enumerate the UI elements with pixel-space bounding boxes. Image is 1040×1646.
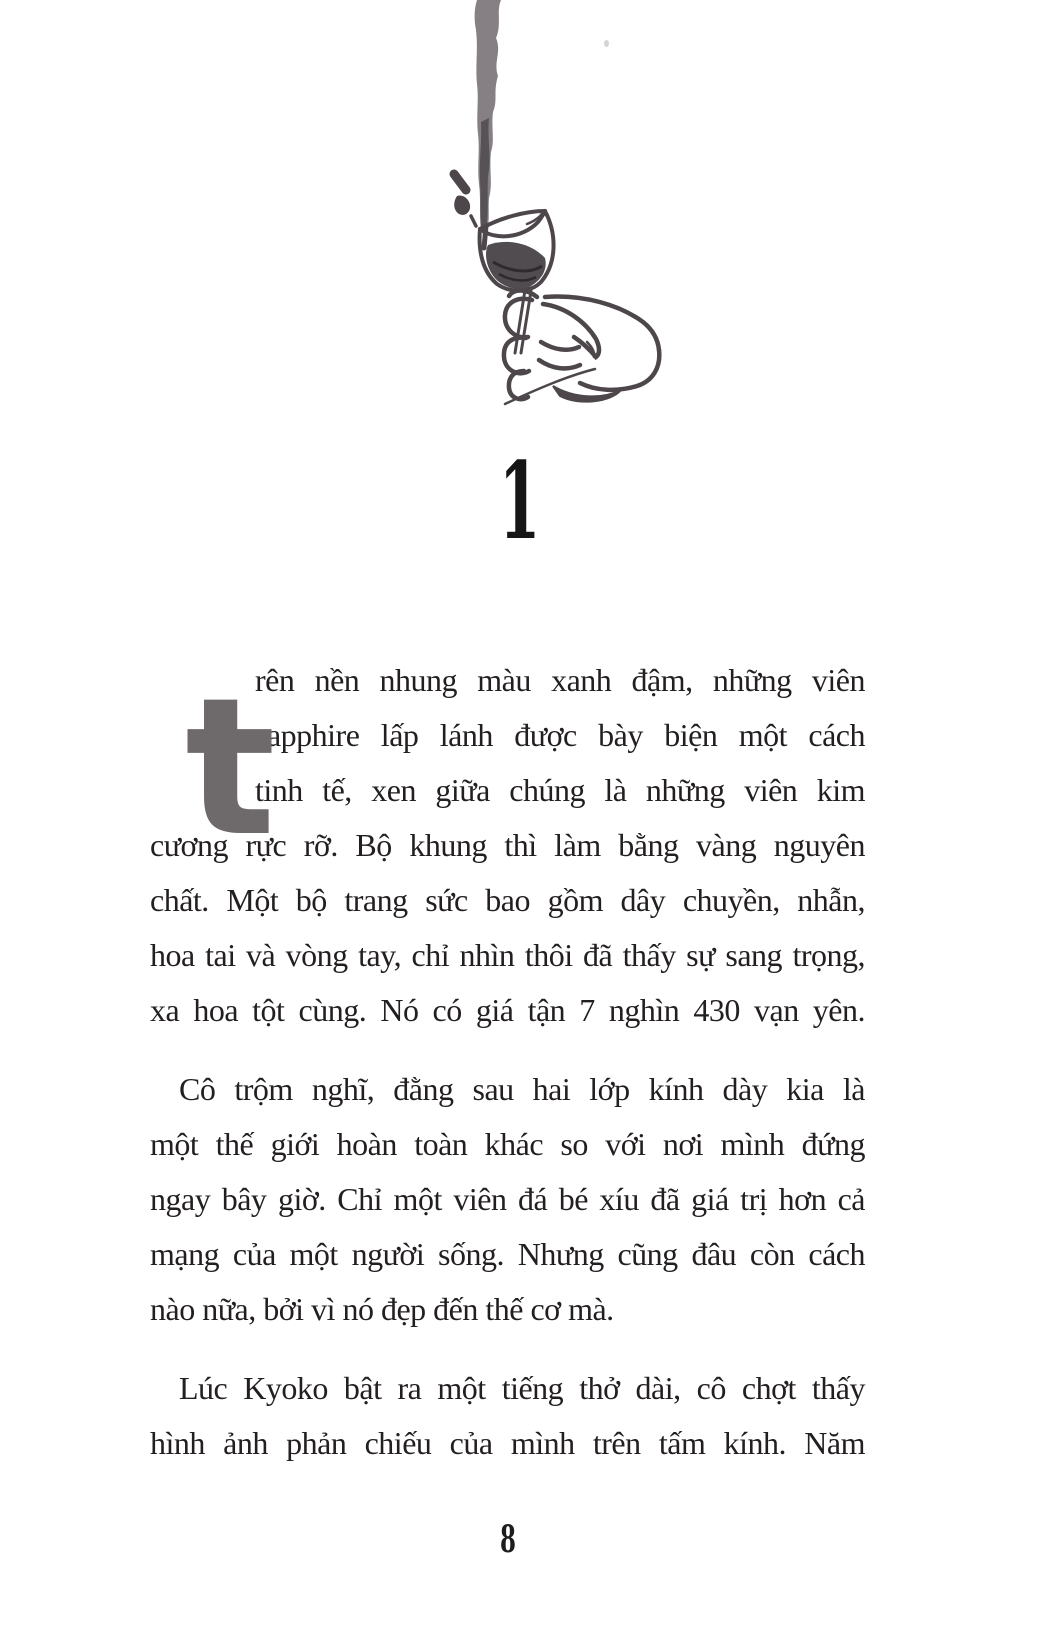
drop-cap: t [185,657,276,878]
chapter-number: 1 [499,438,541,563]
text-line: chất. Một bộ trang sức bao gồm dây chuyền, nhẫn, [150,882,865,918]
text-line: cương rực rỡ. Bộ khung thì làm bằng vàng nguyên [150,827,865,863]
text-line: xa hoa tột cùng. Nó có giá tận 7 nghìn 430 vạn yên. [150,992,865,1028]
pour-stream-shape [475,0,501,230]
text-line: nào nữa, bởi vì nó đẹp đến thế cơ mà. [150,1291,614,1327]
paragraph [150,653,865,1038]
splash-droplets [454,174,476,226]
text-line: hoa tai và vòng tay, chỉ nhìn thôi đã thấy sự sang trọng, [150,937,865,973]
text-line: mạng của một người sống. Nhưng cũng đâu còn cách [150,1236,865,1272]
text-block [150,653,865,1471]
text-line: Cô trộm nghĩ, đằng sau hai lớp kính dày kia là [179,1071,865,1107]
text-line: ngay bây giờ. Chỉ một viên đá bé xíu đã giá trị hơn cả [150,1181,865,1217]
text-line: rên nền nhung màu xanh đậm, những viên [255,662,865,698]
scan-speck [604,40,609,47]
text-line: Lúc Kyoko bật ra một tiếng thở dài, cô chợt thấy [179,1370,865,1406]
text-line: hình ảnh phản chiếu của mình trên tấm kính. Năm [150,1425,865,1461]
page-number: 8 [500,1517,516,1561]
wine-pour-illustration [415,0,671,410]
paragraph [150,1062,865,1337]
text-line: sapphire lấp lánh được bày biện một cách [255,717,865,753]
text-line: một thế giới hoàn toàn khác so với nơi mình đứng [150,1126,865,1162]
text-line: tinh tế, xen giữa chúng là những viên kim [255,772,865,808]
paragraph [150,1361,865,1471]
